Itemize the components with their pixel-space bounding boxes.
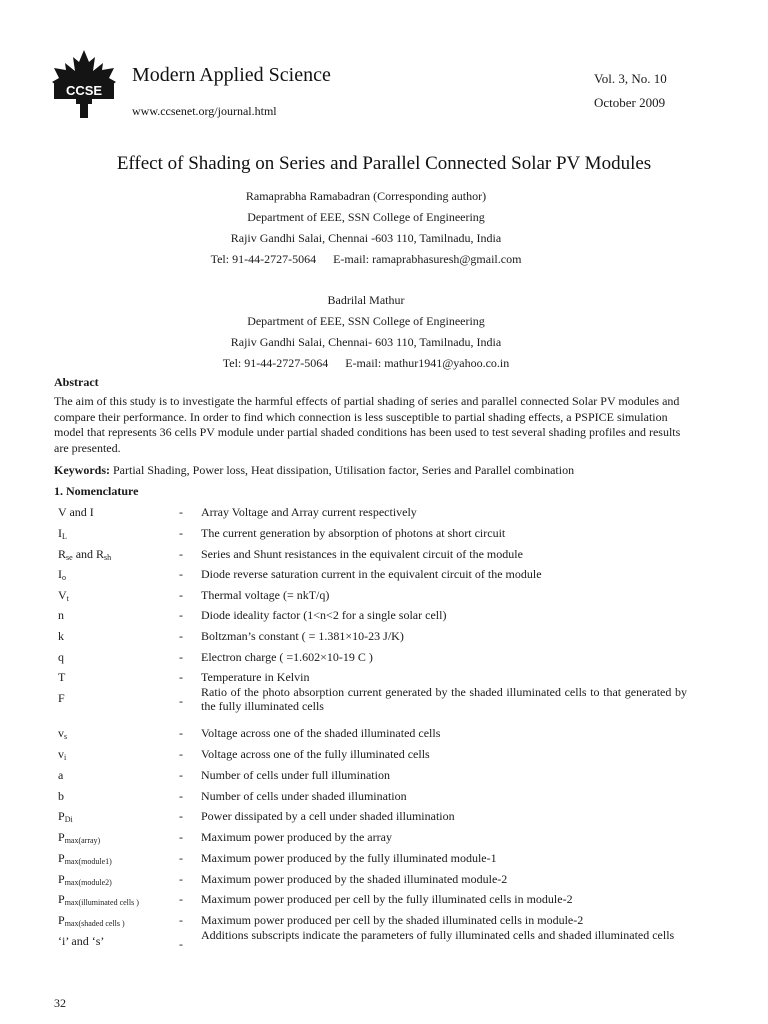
nomenclature-symbol: $P_{Di}$ [58,809,73,824]
author-block-2 [0,290,732,374]
nomenclature-dash: - [179,608,183,622]
nomenclature-symbol: $v_i$ [58,747,67,762]
nomenclature-dash: - [179,789,183,803]
nomenclature-symbol: $P_{max(array)}$ [58,830,101,845]
ccse-maple-leaf-logo [48,48,120,120]
author-block-1 [0,186,732,270]
nomenclature-description: Maximum power produced per cell by the fully illuminated cells in module-2 [201,892,573,906]
nomenclature-description: Diode ideality factor (1<n<2 for a single solar cell) [201,608,447,622]
nomenclature-description: Diode reverse saturation current in the equivalent circuit of the module [201,567,542,581]
nomenclature-dash: - [179,726,183,740]
nomenclature-dash: - [179,629,183,643]
nomenclature-description: Voltage across one of the fully illuminated cells [201,747,430,761]
nomenclature-symbol: $I_o$ [58,567,66,582]
author-contact [0,249,732,270]
keywords-label: Keywords: [54,463,110,477]
nomenclature-description: Boltzman’s constant ( = 1.381×10-23 J/K) [201,629,404,643]
logo-text: CCSE [65,83,103,98]
author-address: Rajiv Gandhi Salai, Chennai -603 110, Tamilnadu, India [230,231,502,245]
nomenclature-dash: - [179,670,183,684]
nomenclature-symbol: F [58,691,65,705]
page-number: 32 [54,996,66,1010]
nomenclature-dash: - [179,526,183,540]
nomenclature-symbol: a [58,768,64,782]
author-tel: Tel: 91-44-2727-5064 [222,356,329,370]
nomenclature-description: Series and Shunt resistances in the equivalent circuit of the module [201,547,523,561]
abstract-text: The aim of this study is to investigate the harmful effects of partial shading of series and parallel connected Solar PV modules and compare their performance. In order to find which connection is less susceptible to partial shading effects, a PSPICE simulation model that represents 36 cells PV module under partial shaded conditions has been used to test several shading profiles and results are presented. [54,394,681,455]
nomenclature-description: Additions subscripts indicate the parameters of fully illuminated cells and shaded illuminated cells [201,928,675,942]
author-department: Department of EEE, SSN College of Engineering [247,210,485,224]
nomenclature-symbol: q [58,650,64,664]
volume-number: Vol. 3, No. 10 [594,71,667,86]
journal-url: www.ccsenet.org/journal.html [132,104,277,118]
nomenclature-symbol: $v_s$ [58,726,68,741]
nomenclature-symbol: ‘i’ and ‘s’ [58,934,105,948]
nomenclature-symbol: $P_{max(module1)}$ [58,851,112,866]
journal-name: Modern Applied Science [132,64,331,86]
nomenclature-description: Number of cells under full illumination [201,768,390,782]
author-department: Department of EEE, SSN College of Engineering [247,314,485,328]
nomenclature-description: Temperature in Kelvin [201,670,310,684]
nomenclature-heading: 1. Nomenclature [54,484,139,498]
nomenclature-dash: - [179,650,183,664]
nomenclature-symbol: $P_{max(shaded cells )}$ [58,913,125,928]
nomenclature-symbol: $R_{se}$ and $R_{sh}$ [58,547,112,562]
nomenclature-dash: - [179,694,183,708]
nomenclature-description: Power dissipated by a cell under shaded illumination [201,809,455,823]
nomenclature-dash: - [179,872,183,886]
nomenclature-dash: - [179,913,183,927]
keywords-line [54,463,694,478]
paper-title: Effect of Shading on Series and Parallel Connected Solar PV Modules [116,153,652,174]
nomenclature-symbol: V and I [58,505,94,519]
author-name: Ramaprabha Ramabadran (Corresponding author) [245,189,487,203]
keywords-text: Partial Shading, Power loss, Heat dissipation, Utilisation factor, Series and Parallel combination [113,463,575,477]
author-email: E-mail: mathur1941@yahoo.co.in [345,356,510,370]
nomenclature-symbol: $I_L$ [58,526,67,541]
nomenclature-symbol: $P_{max(illuminated cells )}$ [58,892,139,907]
issue-date: October 2009 [594,95,666,110]
nomenclature-symbol: n [58,608,64,622]
nomenclature-description: Ratio of the photo absorption current generated by the shaded illuminated cells to that generated by the fully illuminated cells [201,685,687,713]
nomenclature-symbol: $P_{max(module2)}$ [58,872,112,887]
author-contact [0,353,732,374]
nomenclature-description: Thermal voltage (= nkT/q) [201,588,330,602]
nomenclature-dash: - [179,588,183,602]
nomenclature-description: Array Voltage and Array current respectively [201,505,417,519]
nomenclature-dash: - [179,747,183,761]
nomenclature-dash: - [179,937,183,951]
author-address: Rajiv Gandhi Salai, Chennai- 603 110, Tamilnadu, India [230,335,502,349]
nomenclature-dash: - [179,567,183,581]
nomenclature-dash: - [179,547,183,561]
nomenclature-description: Voltage across one of the shaded illuminated cells [201,726,441,740]
nomenclature-description: Maximum power produced per cell by the shaded illuminated cells in module-2 [201,913,584,927]
nomenclature-dash: - [179,851,183,865]
author-name: Badrilal Mathur [327,293,405,307]
nomenclature-symbol: T [58,670,66,684]
nomenclature-symbol: k [58,629,64,643]
nomenclature-description: Number of cells under shaded illumination [201,789,407,803]
nomenclature-dash: - [179,830,183,844]
nomenclature-description: Maximum power produced by the fully illuminated module-1 [201,851,497,865]
abstract-heading: Abstract [54,375,99,389]
author-tel: Tel: 91-44-2727-5064 [210,252,317,266]
nomenclature-description: Maximum power produced by the shaded illuminated module-2 [201,872,508,886]
nomenclature-dash: - [179,809,183,823]
author-email: E-mail: ramaprabhasuresh@gmail.com [333,252,522,266]
nomenclature-description: Electron charge ( =1.602×10-19 C ) [201,650,373,664]
nomenclature-dash: - [179,505,183,519]
nomenclature-description: The current generation by absorption of photons at short circuit [201,526,506,540]
nomenclature-symbol: $V_t$ [58,588,69,603]
nomenclature-dash: - [179,768,183,782]
nomenclature-dash: - [179,892,183,906]
nomenclature-description: Maximum power produced by the array [201,830,392,844]
nomenclature-symbol: b [58,789,64,803]
